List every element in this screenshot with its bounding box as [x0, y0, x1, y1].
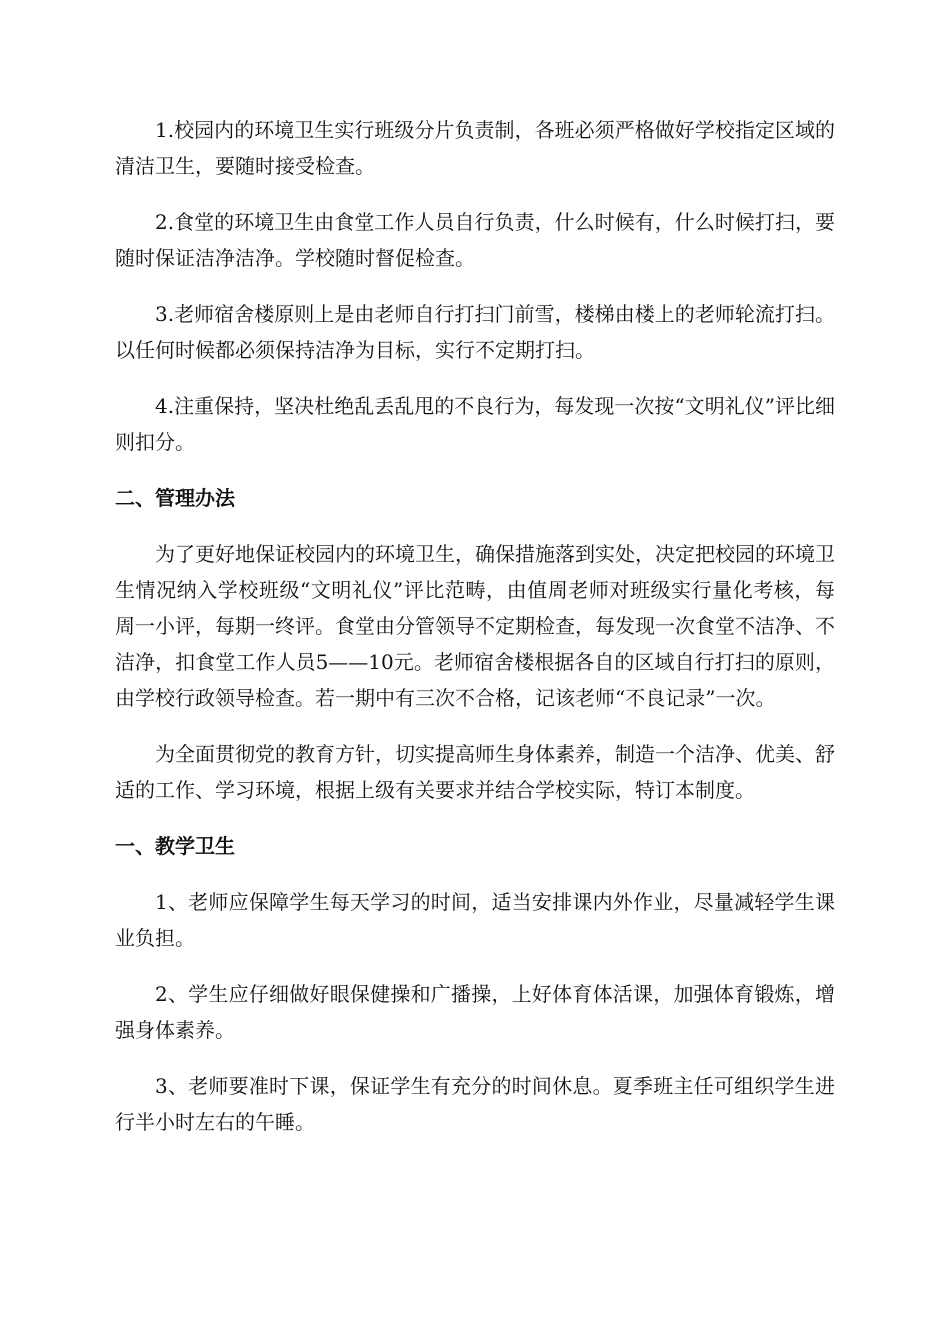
paragraph-study-time: 1、老师应保障学生每天学习的时间，适当安排课内外作业，尽量减轻学生课业负担。 [115, 890, 835, 950]
paragraph-maintenance: 4.注重保持，坚决杜绝乱丢乱甩的不良行为，每发现一次按“文明礼仪”评比细则扣分。 [115, 394, 835, 454]
paragraph-canteen-cleaning: 2.食堂的环境卫生由食堂工作人员自行负责，什么时候有，什么时候打扫，要随时保证洁净洁净。学校随时督促检查。 [115, 210, 835, 270]
paragraph-exercise: 2、学生应仔细做好眼保健操和广播操，上好体育体活课，加强体育锻炼，增强身体素养。 [115, 982, 835, 1042]
section-heading-management: 二、管理办法 [115, 486, 235, 510]
paragraph-campus-cleaning: 1.校园内的环境卫生实行班级分片负责制，各班必须严格做好学校指定区域的清洁卫生，要随时接受检查。 [115, 118, 835, 178]
paragraph-dormitory-cleaning: 3.老师宿舍楼原则上是由老师自行打扫门前雪，楼梯由楼上的老师轮流打扫。以任何时候都必须保持洁净为目标，实行不定期打扫。 [115, 302, 835, 362]
section-heading-teaching: 一、教学卫生 [115, 834, 235, 858]
paragraph-rest: 3、老师要准时下课，保证学生有充分的时间休息。夏季班主任可组织学生进行半小时左右的午睡。 [115, 1074, 835, 1134]
document-body [115, 112, 835, 1160]
paragraph-purpose: 为全面贯彻党的教育方针，切实提高师生身体素养，制造一个洁净、优美、舒适的工作、学习环境，根据上级有关要求并结合学校实际，特订本制度。 [115, 742, 835, 802]
paragraph-management-method: 为了更好地保证校园内的环境卫生，确保措施落到实处，决定把校园的环境卫生情况纳入学校班级“文明礼仪”评比范畴，由值周老师对班级实行量化考核，每周一小评，每期一终评。食堂由分管领导不定期检查，每发现一次食堂不洁净、不洁净，扣食堂工作人员5——10元。老师宿舍楼根据各自的区域自行打扫的原则，由学校行政领导检查。若一期中有三次不合格，记该老师“不良记录”一次。 [115, 542, 835, 710]
